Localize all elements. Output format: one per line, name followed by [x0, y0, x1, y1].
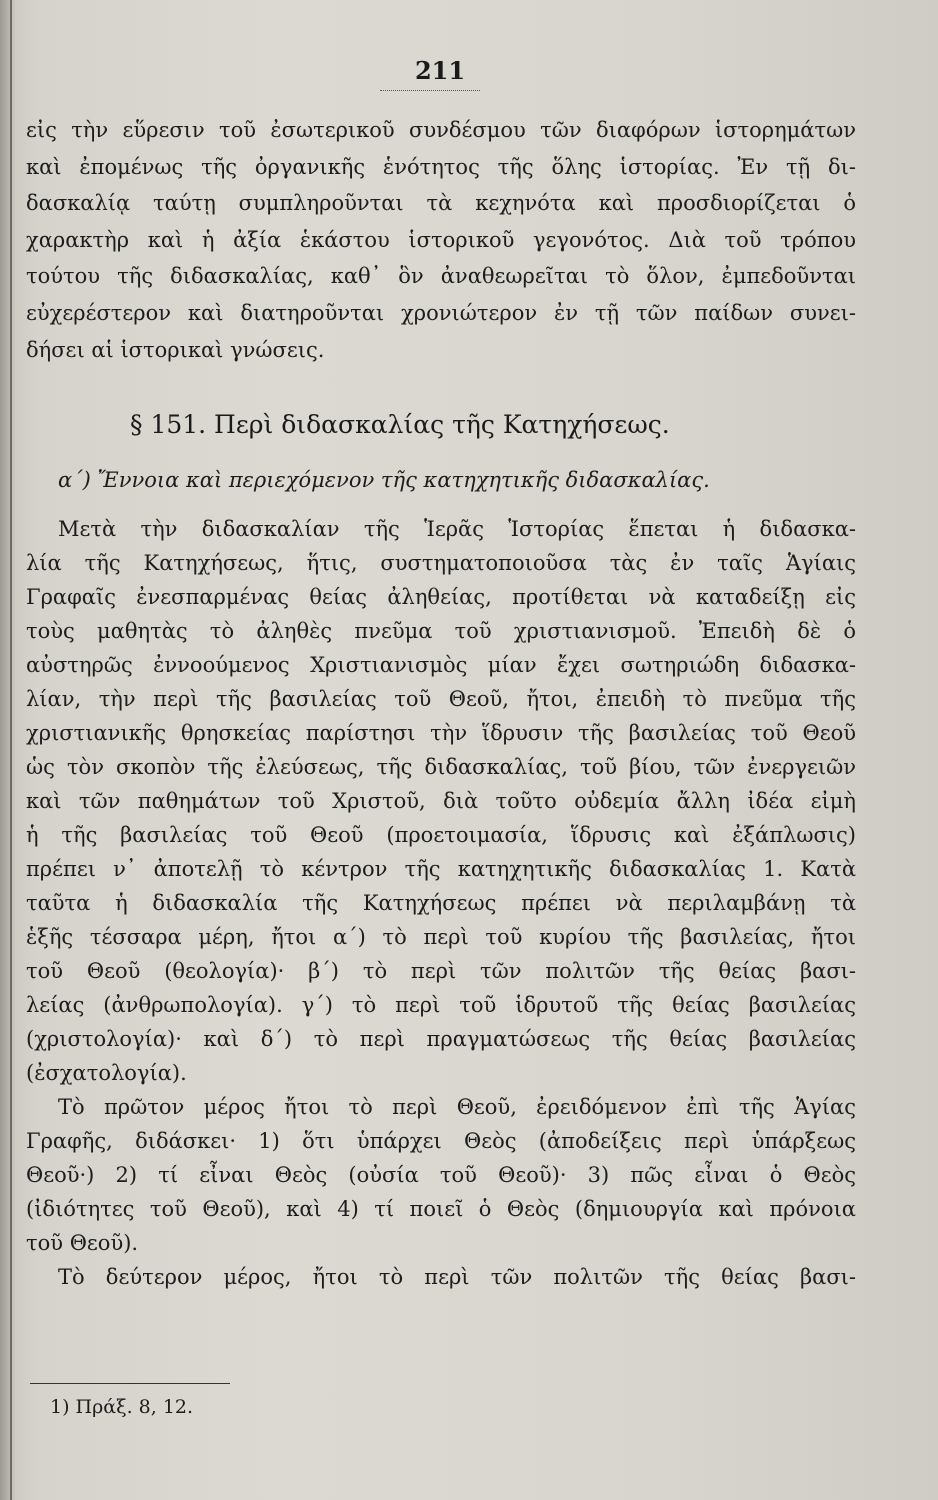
- text-line: Τὸ δεύτερον μέρος, ἤτοι τὸ περὶ τῶν πολιτῶν τῆς θείας βασι-: [58, 1265, 856, 1289]
- text-line: εἰς τὴν εὕρεσιν τοῦ ἐσωτερικοῦ συνδέσμου τῶν διαφόρων ἱστορημάτων: [26, 118, 856, 142]
- main-body: [26, 512, 856, 1294]
- text-line: λείας (ἀνθρωπολογία). γ΄) τὸ περὶ τοῦ ἱδρυτοῦ τῆς θείας βασιλείας: [26, 993, 856, 1017]
- page-spine-shadow: [0, 0, 16, 1500]
- text-line: χαρακτὴρ καὶ ἡ ἀξία ἑκάστου ἱστορικοῦ γεγονότος. Διὰ τοῦ τρόπου: [26, 227, 856, 252]
- text-line: δασκαλίᾳ ταύτῃ συμπληροῦνται τὰ κεχηνότα καὶ προσδιορίζεται ὁ: [26, 191, 856, 216]
- text-line: λίαν, τὴν περὶ τῆς βασιλείας τοῦ Θεοῦ, ἤτοι, ἐπειδὴ τὸ πνεῦμα τῆς: [26, 687, 856, 711]
- text-line: (χριστολογία)· καὶ δ΄) τὸ περὶ πραγματώσεως τῆς θείας βασιλείας: [26, 1027, 856, 1051]
- text-line: ἑξῆς τέσσαρα μέρη, ἤτοι α΄) τὸ περὶ τοῦ κυρίου τῆς βασιλείας, ἤτοι: [26, 925, 856, 949]
- text-line: χριστιανικῆς θρησκείας παρίστησι τὴν ἵδρυσιν τῆς βασιλείας τοῦ Θεοῦ: [26, 721, 856, 745]
- intro-paragraph: [26, 112, 856, 368]
- text-line: ταῦτα ἡ διδασκαλία τῆς Κατηχήσεως πρέπει νὰ περιλαμβάνῃ τὰ: [26, 891, 856, 915]
- text-line: Γραφῆς, διδάσκει· 1) ὅτι ὑπάρχει Θεὸς (ἀποδείξεις περὶ ὑπάρξεως: [26, 1129, 856, 1153]
- text-line: καὶ ἐπομένως τῆς ὀργανικῆς ἑνότητος τῆς ὅλης ἱστορίας. Ἐν τῇ δι-: [26, 154, 856, 179]
- text-line: (ἰδιότητες τοῦ Θεοῦ), καὶ 4) τί ποιεῖ ὁ Θεὸς (δημιουργία καὶ πρόνοια: [26, 1197, 856, 1221]
- text-line: τοὺς μαθητὰς τὸ ἀληθὲς πνεῦμα τοῦ χριστιανισμοῦ. Ἐπειδὴ δὲ ὁ: [26, 619, 856, 643]
- text-line: (ἐσχατολογία).: [26, 1061, 187, 1085]
- text-line: δήσει αἱ ἱστορικαὶ γνώσεις.: [26, 337, 325, 362]
- text-line: καὶ τῶν παθημάτων τοῦ Χριστοῦ, διὰ τοῦτο οὐδεμία ἄλλη ἰδέα εἰμὴ: [26, 789, 856, 813]
- text-line: Θεοῦ·) 2) τί εἶναι Θεὸς (οὐσία τοῦ Θεοῦ)· 3) πῶς εἶναι ὁ Θεὸς: [26, 1163, 856, 1187]
- text-line: λία τῆς Κατηχήσεως, ἥτις, συστηματοποιοῦσα τὰς ἐν ταῖς Ἁγίαις: [26, 551, 856, 575]
- text-line: Μετὰ τὴν διδασκαλίαν τῆς Ἱερᾶς Ἱστορίας ἕπεται ἡ διδασκα-: [58, 517, 856, 541]
- text-line: ἡ τῆς βασιλείας τοῦ Θεοῦ (προετοιμασία, ἵδρυσις καὶ ἐξάπλωσις): [26, 823, 856, 847]
- page-spine-edge: [10, 0, 12, 1500]
- text-line: τοῦ Θεοῦ (θεολογία)· β΄) τὸ περὶ τῶν πολιτῶν τῆς θείας βασι-: [26, 959, 856, 983]
- text-line: τούτου τῆς διδασκαλίας, καθ᾽ ὃν ἀναθεωρεῖται τὸ ὅλον, ἐμπεδοῦνται: [26, 264, 856, 289]
- text-line: πρέπει ν᾽ ἀποτελῇ τὸ κέντρον τῆς κατηχητικῆς διδασκαλίας 1. Κατὰ: [26, 857, 856, 881]
- text-line: αὐστηρῶς ἐννοούμενος Χριστιανισμὸς μίαν ἔχει σωτηριώδη διδασκα-: [26, 653, 856, 677]
- text-line: Τὸ πρῶτον μέρος ἤτοι τὸ περὶ Θεοῦ, ἐρειδόμενον ἐπὶ τῆς Ἁγίας: [58, 1095, 856, 1119]
- section-heading: § 151. Περὶ διδασκαλίας τῆς Κατηχήσεως.: [130, 410, 670, 439]
- footnote-rule: [30, 1383, 230, 1384]
- text-line: ὡς τὸν σκοπὸν τῆς ἐλεύσεως, τῆς διδασκαλίας, τοῦ βίου, τῶν ἐνεργειῶν: [26, 755, 856, 779]
- page-number: 211: [414, 56, 466, 85]
- text-line: εὐχερέστερον καὶ διατηροῦνται χρονιώτερον ἐν τῇ τῶν παίδων συνει-: [26, 300, 856, 325]
- footnote: 1) Πράξ. 8, 12.: [50, 1396, 194, 1418]
- section-subheading: α΄) Ἔννοια καὶ περιεχόμενον τῆς κατηχητικῆς διδασκαλίας.: [58, 468, 710, 492]
- text-line: τοῦ Θεοῦ).: [26, 1231, 139, 1255]
- page-number-rule: [380, 90, 480, 91]
- text-line: Γραφαῖς ἐνεσπαρμένας θείας ἀληθείας, προτίθεται νὰ καταδείξῃ εἰς: [26, 585, 856, 609]
